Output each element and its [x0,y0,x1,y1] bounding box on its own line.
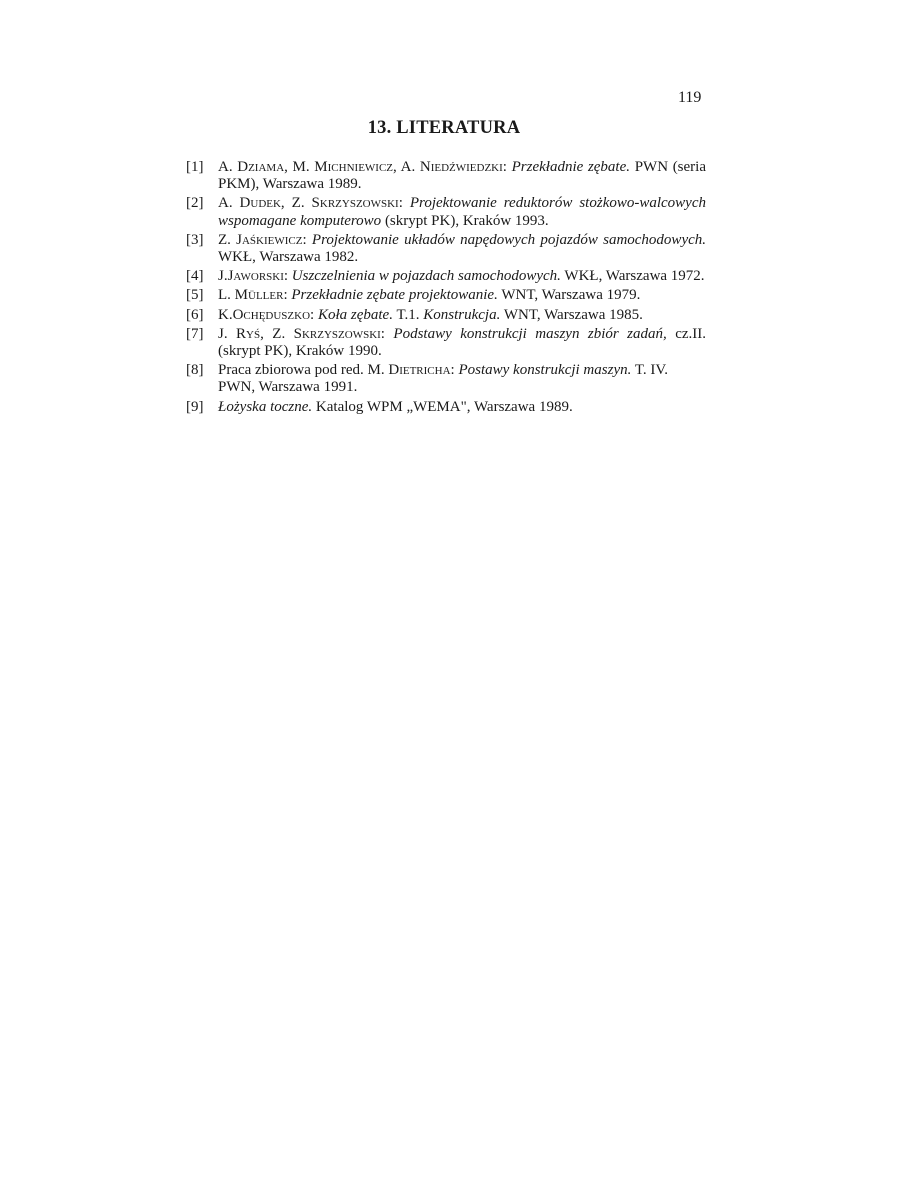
reference-number: [1] [186,159,204,175]
reference-number: [7] [186,325,204,342]
reference-number: [4] [186,268,204,285]
reference-details: T. IV. PWN, Warszawa 1991. [218,362,669,396]
reference-list [186,159,706,418]
reference-number: [9] [186,398,204,415]
reference-subtitle: Konstrukcja. [423,306,501,323]
reference-authors: L. Müller: [218,287,288,304]
reference-authors: Z. Jaśkiewicz: [218,231,307,248]
reference-number: [8] [186,362,204,379]
reference-title: Uszczelnienia w pojazdach samochodowych. [291,268,561,285]
reference-authors: K.Ochęduszko: [218,306,315,323]
reference-authors: Dietricha: [388,362,455,379]
reference-authors: A. Dudek, Z. Skrzyszowski: [218,195,403,212]
reference-prefix: Praca zbiorowa pod red. M. [218,362,385,379]
reference-title: Przekładnie zębate projektowanie. [291,287,498,304]
reference-item [186,232,706,266]
reference-details: PWN (seria PKM), Warszawa 1989. [218,159,706,193]
reference-details: Katalog WPM „WEMA", Warszawa 1989. [315,398,573,415]
reference-details: WNT, Warszawa 1979. [501,287,641,304]
reference-item [186,268,706,285]
reference-item [186,307,706,324]
reference-item [186,287,706,304]
reference-number: [3] [186,231,204,248]
reference-title: Postawy konstrukcji maszyn. [458,362,632,379]
reference-title: Przekładnie zębate. [511,159,631,175]
reference-volume: T.1. [396,306,420,323]
reference-authors: J.Jaworski: [218,268,289,285]
reference-details: WKŁ, Warszawa 1972. [564,268,705,285]
section-title: 13. LITERATURA [367,118,521,138]
reference-details: WKŁ, Warszawa 1982. [218,249,359,266]
reference-number: [5] [186,287,204,304]
reference-authors: A. Dziama, M. Michniewicz, A. Niedźwiedzki: [218,159,507,175]
reference-details: cz.II. (skrypt PK), Kraków 1990. [218,325,706,360]
reference-item [186,399,706,416]
reference-title: Koła zębate. [317,306,393,323]
reference-title: Projektowanie reduktorów stożkowo-walcowych wspomagane komputerowo [218,195,706,229]
reference-number: [2] [186,195,204,212]
reference-authors: J. Ryś, Z. Skrzyszowski: [218,325,385,342]
reference-details: WNT, Warszawa 1985. [503,306,643,323]
reference-title: Podstawy konstrukcji maszyn zbiór zadań, [393,325,667,342]
reference-title: Łożyska toczne. [218,398,313,415]
reference-details: (skrypt PK), Kraków 1993. [384,212,549,229]
reference-item [186,195,706,229]
reference-title: Projektowanie układów napędowych pojazdów samochodowych. [311,231,707,248]
page-number: 119 [678,89,702,106]
reference-item [186,326,706,360]
reference-item [186,159,706,193]
reference-item [186,362,706,396]
reference-number: [6] [186,306,204,323]
